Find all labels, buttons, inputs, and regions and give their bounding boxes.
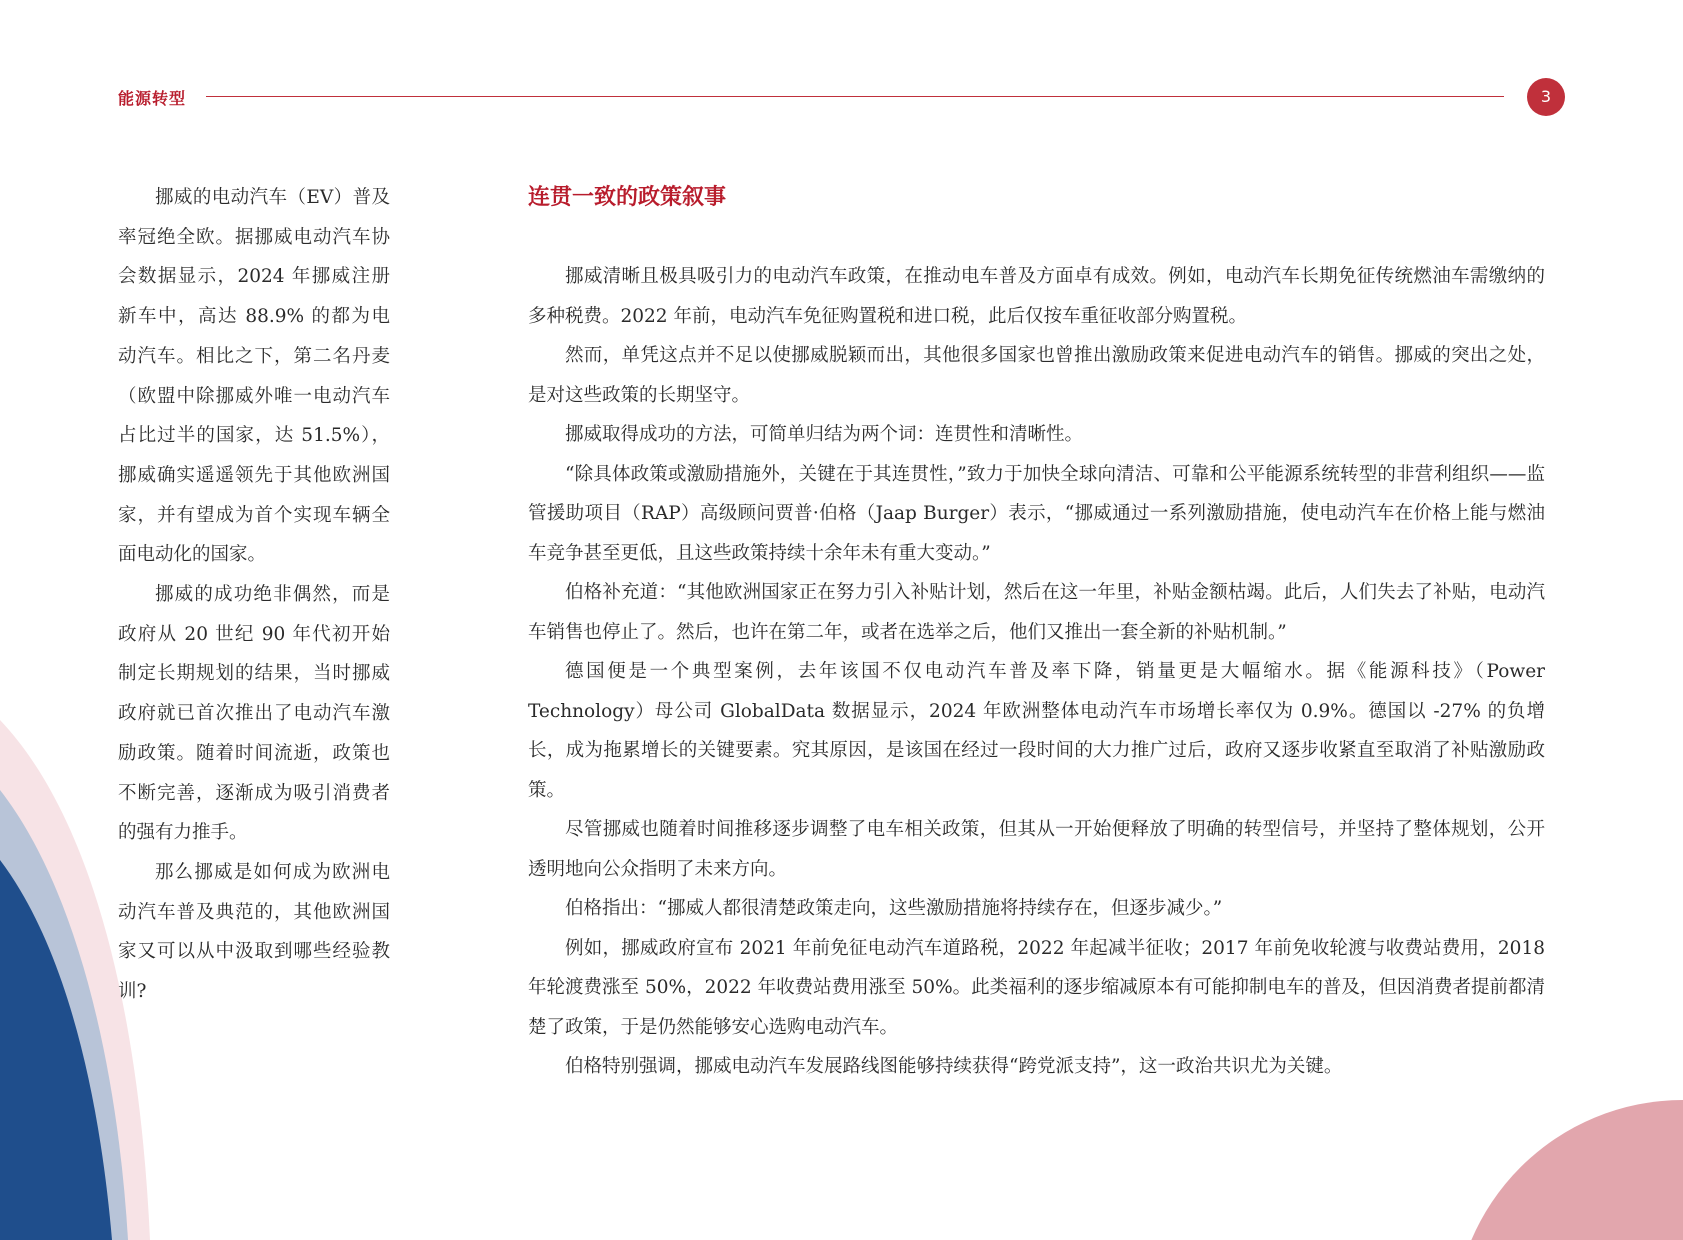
sidebar-paragraph: 挪威的成功绝非偶然，而是政府从 20 世纪 90 年代初开始制定长期规划的结果，当时挪威政府就已首次推出了电动汽车激励政策。随着时间流逝，政策也不断完善，逐渐成为吸引消费者的强有力推手。 [118,584,390,844]
article-paragraph: 伯格指出：“挪威人都很清楚政策走向，这些激励措施将持续存在，但逐步减少。” [565,898,1223,919]
main-article [528,177,1545,1087]
article-paragraph: 伯格特别强调，挪威电动汽车发展路线图能够持续获得“跨党派支持”，这一政治共识尤为关键。 [565,1056,1343,1077]
sidebar-intro [118,178,390,1012]
article-paragraph: 然而，单凭这点并不足以使挪威脱颖而出，其他很多国家也曾推出激励政策来促进电动汽车的销售。挪威的突出之处，是对这些政策的长期坚守。 [528,345,1545,406]
article-paragraph: “除具体政策或激励措施外，关键在于其连贯性，”致力于加快全球向清洁、可靠和公平能源系统转型的非营利组织——监管援助项目（RAP）高级顾问贾普·伯格（Jaap Burger）表示，“挪威通过一系列激励措施，使电动汽车在价格上能与燃油车竞争甚至更低，且这些政策持续十余年未有重大变动。” [528,463,1545,564]
article-paragraph: 挪威清晰且极具吸引力的电动汽车政策，在推动电车普及方面卓有成效。例如，电动汽车长期免征传统燃油车需缴纳的多种税费。2022 年前，电动汽车免征购置税和进口税，此后仅按车重征收部分购置税。 [528,266,1545,327]
sidebar-paragraph: 挪威的电动汽车（EV）普及率冠绝全欧。据挪威电动汽车协会数据显示，2024 年挪威注册新车中，高达 88.9% 的都为电动汽车。相比之下，第二名丹麦（欧盟中除挪威外唯一电动汽车占比过半的国家，达 51.5%），挪威确实遥遥领先于其他欧洲国家，并有望成为首个实现车辆全面电动化的国家。 [118,187,390,566]
article-title: 连贯一致的政策叙事 [528,185,727,210]
article-body [528,257,1545,1087]
section-label: 能源转型 [118,89,187,108]
article-paragraph: 伯格补充道：“其他欧洲国家正在努力引入补贴计划，然后在这一年里，补贴金额枯竭。此后，人们失去了补贴，电动汽车销售也停止了。然后，也许在第二年，或者在选举之后，他们又推出一套全新的补贴机制。” [528,582,1545,643]
bottom-right-pink-circle [1453,1100,1683,1240]
page-number-badge: 3 [1527,78,1565,116]
article-paragraph: 尽管挪威也随着时间推移逐步调整了电车相关政策，但其从一开始便释放了明确的转型信号，并坚持了整体规划，公开透明地向公众指明了未来方向。 [528,819,1545,880]
article-paragraph: 例如，挪威政府宣布 2021 年前免征电动汽车道路税，2022 年起减半征收；2017 年前免收轮渡与收费站费用，2018 年轮渡费涨至 50%，2022 年收费站费用涨至 50%。此类福利的逐步缩减原本有可能抑制电车的普及，但因消费者提前都清楚了政策，于是仍然能够安心选购电动汽车。 [528,937,1545,1038]
sidebar-paragraph: 那么挪威是如何成为欧洲电动汽车普及典范的，其他欧洲国家又可以从中汲取到哪些经验教训? [118,861,390,1003]
article-paragraph: 挪威取得成功的方法，可简单归结为两个词：连贯性和清晰性。 [565,424,1084,445]
page-header [118,78,1566,114]
article-paragraph: 德国便是一个典型案例，去年该国不仅电动汽车普及率下降，销量更是大幅缩水。据《能源科技》（Power Technology）母公司 GlobalData 数据显示，2024 年欧洲整体电动汽车市场增长率仅为 0.9%。德国以 -27% 的负增长，成为拖累增长的关键要素。究其原因，是该国在经过一段时间的大力推广过后，政府又逐步收紧直至取消了补贴激励政策。 [528,661,1545,801]
header-divider [206,96,1504,97]
